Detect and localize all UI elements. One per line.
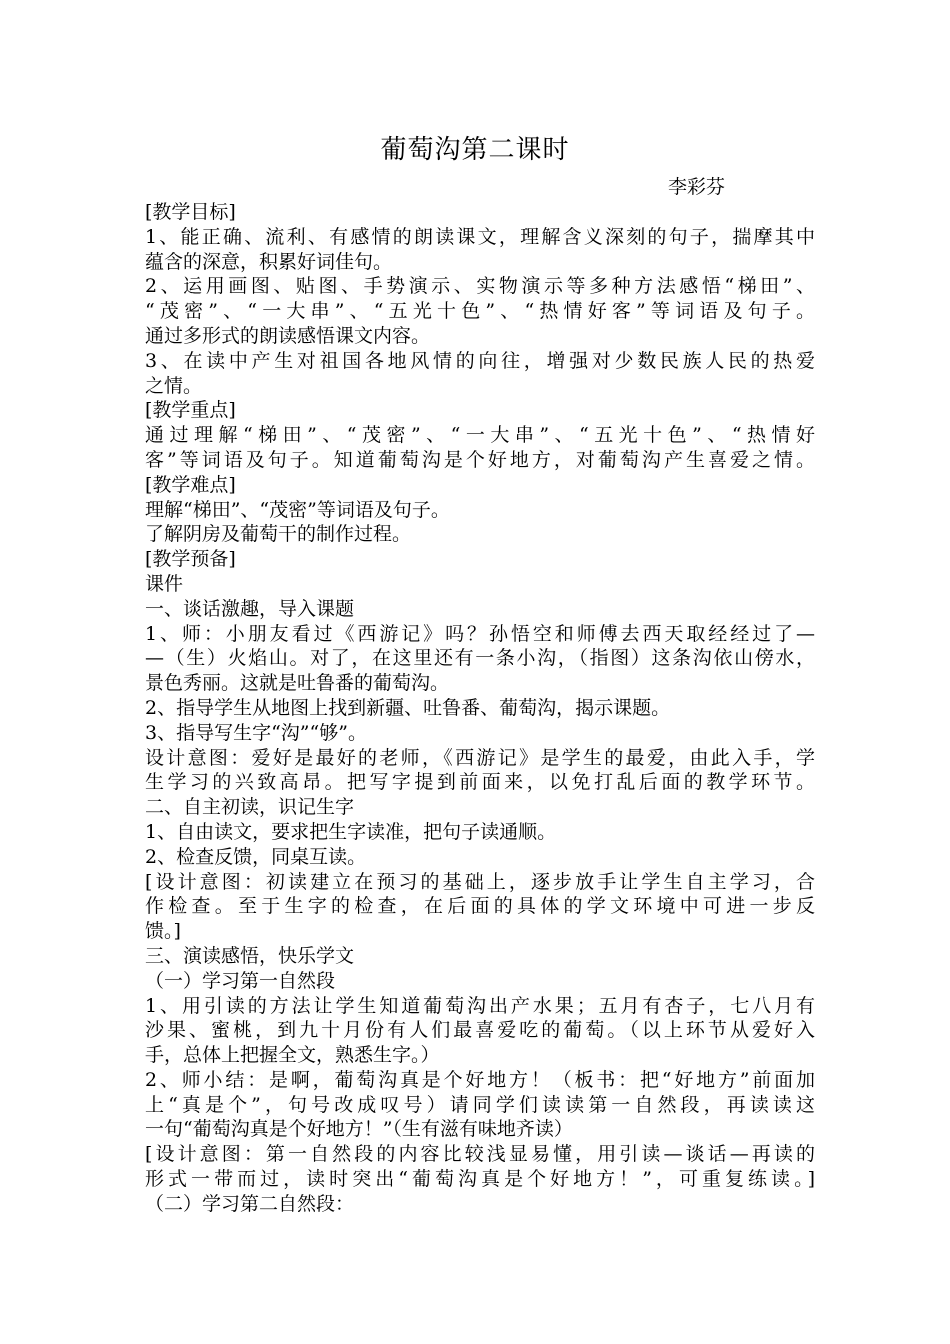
- text-line: 2、检查反馈，同桌互读。: [145, 845, 367, 868]
- text-line: 一、谈话激趣，导入课题: [145, 597, 355, 620]
- document-author: 李彩芬: [668, 176, 726, 198]
- text-line: 上“真是个”，句号改成叹号）请同学们读读第一自然段，再读读这: [145, 1093, 815, 1116]
- text-line: 作检查。至于生字的检查，在后面的具体的学文环境中可进一步反: [145, 895, 815, 918]
- text-line: [教学难点]: [145, 473, 236, 496]
- text-line: [教学预备]: [145, 548, 236, 571]
- text-line: 景色秀丽。这就是吐鲁番的葡萄沟。: [145, 672, 450, 695]
- text-line: 3、在读中产生对祖国各地风情的向往，增强对少数民族人民的热爱: [145, 349, 815, 372]
- text-line: 手，总体上把握全文，熟悉生字。）: [145, 1044, 440, 1067]
- document-body: [145, 200, 815, 1217]
- text-line: 理解“梯田”、“茂密”等词语及句子。: [145, 498, 450, 521]
- text-line: 之情。: [145, 374, 203, 397]
- text-line: 设计意图：爱好是最好的老师，《西游记》是学生的最爱，由此入手，学: [145, 746, 815, 769]
- text-line: 2、师小结：是啊，葡萄沟真是个好地方！（板书：把“好地方”前面加: [145, 1068, 815, 1091]
- text-line: 蕴含的深意，积累好词佳句。: [145, 250, 393, 273]
- text-line: 通过多形式的朗读感悟课文内容。: [145, 324, 431, 347]
- text-line: 1、用引读的方法让学生知道葡萄沟出产水果；五月有杏子，七八月有: [145, 994, 815, 1017]
- text-line: 通过理解“梯田”、“茂密”、“一大串”、“五光十色”、“热情好: [145, 424, 815, 447]
- text-line: 生学习的兴致高昂。把写字提到前面来，以免打乱后面的教学环节。: [145, 771, 815, 794]
- text-line: [设计意图：初读建立在预习的基础上，逐步放手让学生自主学习，合: [145, 870, 815, 893]
- document-title: 葡萄沟第二课时: [380, 135, 570, 165]
- text-line: 了解阴房及葡萄干的制作过程。: [145, 523, 412, 546]
- text-line: 2、运用画图、贴图、手势演示、实物演示等多种方法感悟“梯田”、: [145, 275, 815, 298]
- text-line: “茂密”、“一大串”、“五光十色”、“热情好客”等词语及句子。: [145, 300, 815, 323]
- text-line: 客”等词语及句子。知道葡萄沟是个好地方，对葡萄沟产生喜爱之情。: [145, 448, 815, 471]
- text-line: 一句“葡萄沟真是个好地方！”（生有滋有味地齐读）: [145, 1118, 573, 1141]
- text-line: 三、演读感悟，快乐学文: [145, 944, 355, 967]
- text-line: 馈。]: [145, 920, 181, 943]
- text-line: 沙果、蜜桃，到九十月份有人们最喜爱吃的葡萄。（以上环节从爱好入: [145, 1019, 815, 1042]
- text-line: 1、能正确、流利、有感情的朗读课文，理解含义深刻的句子，揣摩其中: [145, 225, 815, 248]
- text-line: 1、师：小朋友看过《西游记》吗？孙悟空和师傅去西天取经经过了—: [145, 622, 815, 645]
- text-line: [教学目标]: [145, 201, 236, 223]
- text-line: 1、自由读文，要求把生字读准，把句子读通顺。: [145, 820, 557, 843]
- text-line: 2、指导学生从地图上找到新疆、吐鲁番、葡萄沟，揭示课题。: [145, 696, 671, 719]
- text-line: —（生）火焰山。对了，在这里还有一条小沟，（指图）这条沟依山傍水，: [145, 647, 815, 670]
- text-line: （二）学习第二自然段：: [145, 1192, 355, 1215]
- text-line: 3、指导写生字“沟”“够”。: [145, 721, 367, 744]
- text-line: （一）学习第一自然段: [145, 969, 336, 992]
- text-line: 形式一带而过，读时突出“葡萄沟真是个好地方！”，可重复练读。]: [145, 1168, 815, 1191]
- text-line: 课件: [145, 572, 184, 595]
- text-line: [教学重点]: [145, 399, 236, 422]
- text-line: 二、自主初读，识记生字: [145, 796, 355, 819]
- text-line: [设计意图：第一自然段的内容比较浅显易懂，用引读—谈话—再读的: [145, 1143, 815, 1166]
